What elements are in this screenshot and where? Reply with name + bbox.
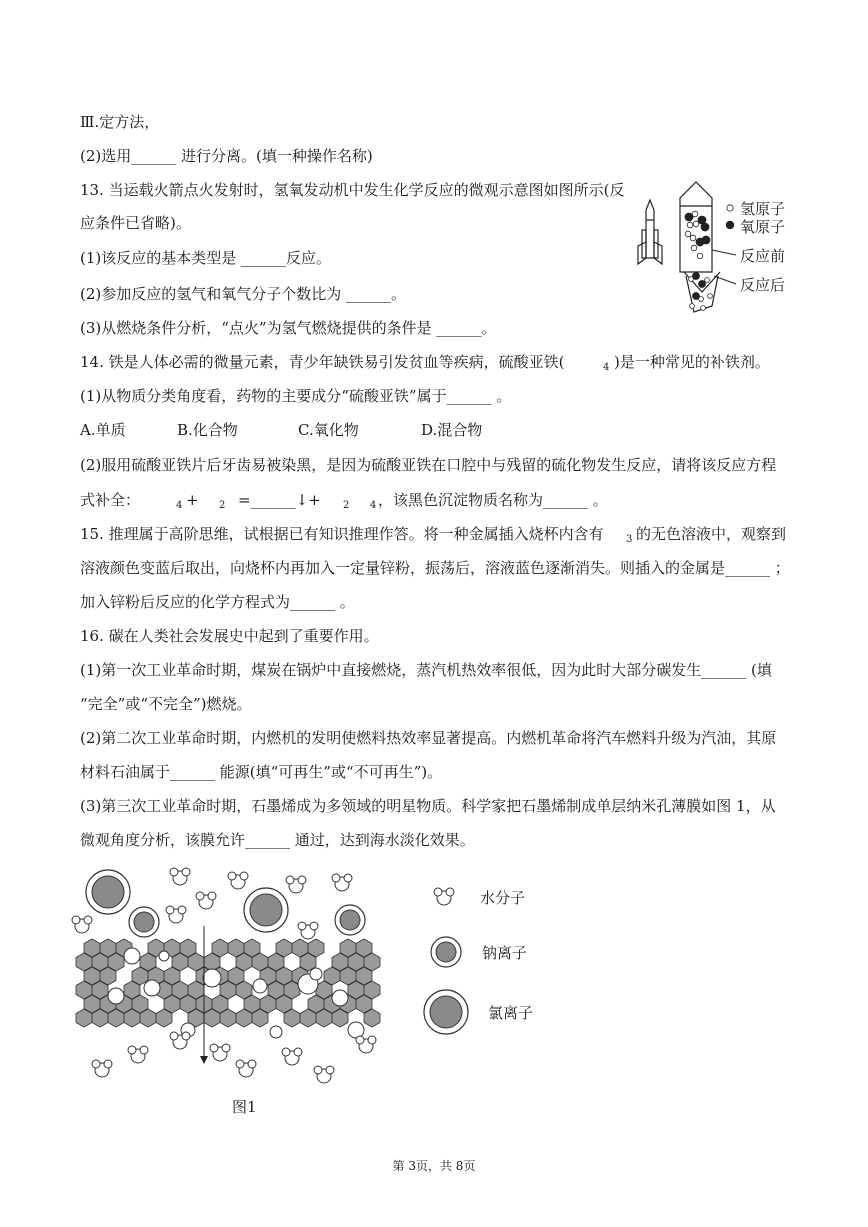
question-16-2: (2)第二次工业革命时期，内燃机的发明使燃料热效率显著提高。内燃机革命将汽车燃料升级为汽油，其原 [80, 729, 777, 747]
question-12-2: (2)选用______ 进行分离。(填一种操作名称) [80, 147, 373, 165]
subscript: 2 [219, 500, 226, 511]
equation-prefix: 式补全： [80, 491, 141, 509]
page-footer: 第 3页，共 8页 [392, 1159, 476, 1173]
subscript: 2 [343, 500, 350, 511]
label-after-reaction: 反应后 [740, 276, 786, 294]
rocket-reaction-figure [630, 180, 800, 320]
equation-plus: + [186, 491, 199, 509]
question-13-1: (1)该反应的基本类型是 ______反应。 [80, 249, 332, 267]
question-15-cont: 溶液颜色变蓝后取出，向烧杯内再加入一定量锌粉，振荡后，溶液蓝色逐渐消失。则插入的金属是______ ； [80, 559, 790, 577]
question-13-stem: 13. 当运载火箭点火发射时，氢氧发动机中发生化学反应的微观示意图如图所示(反 [80, 181, 625, 199]
legend-hydrogen-atom: 氢原子 [740, 200, 786, 218]
subscript: 3 [626, 534, 633, 545]
question-16-1-cont: “完全”或“不完全”)燃烧。 [80, 695, 252, 713]
text-line: Ⅲ.定方法， [80, 113, 160, 131]
legend-sodium-ion: 钠离子 [482, 944, 528, 962]
equation-suffix: ，该黑色沉淀物质名称为______ 。 [378, 491, 608, 509]
question-14-stem: 14. 铁是人体必需的微量元素，青少年缺铁易引发贫血等疾病，硫酸亚铁( [80, 353, 565, 371]
label-before-reaction: 反应前 [740, 247, 786, 265]
legend-oxygen-atom: 氧原子 [740, 218, 786, 236]
option-d: D.混合物 [421, 421, 483, 439]
question-16-2-cont: 材料石油属于______ 能源(填“可再生”或“不可再生”)。 [80, 763, 443, 781]
question-16-1: (1)第一次工业革命时期，煤炭在锅炉中直接燃烧，蒸汽机热效率很低，因为此时大部分碳发生______ (填 [80, 661, 772, 679]
equation-equals: =______↓+ [238, 491, 321, 509]
question-13-2: (2)参加反应的氢气和氧气分子个数比为 ______。 [80, 285, 407, 303]
legend-chloride-ion: 氯离子 [488, 1004, 534, 1022]
option-b: B.化合物 [177, 421, 238, 439]
subscript: 4 [176, 500, 183, 511]
question-16-3-cont: 微观角度分析，该膜允许______ 通过，达到海水淡化效果。 [80, 831, 475, 849]
question-15-stem: 15. 推理属于高阶思维，试根据已有知识推理作答。将一种金属插入烧杯内含有 [80, 525, 604, 543]
figure-caption: 图1 [232, 1098, 257, 1116]
option-a: A.单质 [80, 421, 126, 439]
option-c: C.氧化物 [298, 421, 359, 439]
legend-water-molecule: 水分子 [480, 889, 526, 907]
question-14-stem-cont: )是一种常见的补铁剂。 [614, 353, 770, 371]
question-16-stem: 16. 碳在人类社会发展史中起到了重要作用。 [80, 627, 379, 645]
question-15-stem-cont: 的无色溶液中，观察到 [636, 525, 787, 543]
question-14-1: (1)从物质分类角度看，药物的主要成分“硫酸亚铁”属于______ 。 [80, 387, 512, 405]
question-15-cont2: 加入锌粉后反应的化学方程式为______ 。 [80, 593, 355, 611]
question-13-stem-cont: 应条件已省略)。 [80, 214, 191, 232]
question-14-2: (2)服用硫酸亚铁片后牙齿易被染黑，是因为硫酸亚铁在口腔中与残留的硫化物发生反应，请将该反应方程 [80, 456, 777, 474]
subscript: 4 [370, 500, 377, 511]
question-16-3: (3)第三次工业革命时期，石墨烯成为多领域的明星物质。科学家把石墨烯制成单层纳米孔薄膜如图 1，从 [80, 797, 776, 815]
graphene-membrane-figure [70, 860, 590, 1125]
question-13-3: (3)从燃烧条件分析，“点火”为氢气燃烧提供的条件是 ______。 [80, 319, 497, 337]
subscript: 4 [603, 362, 610, 373]
